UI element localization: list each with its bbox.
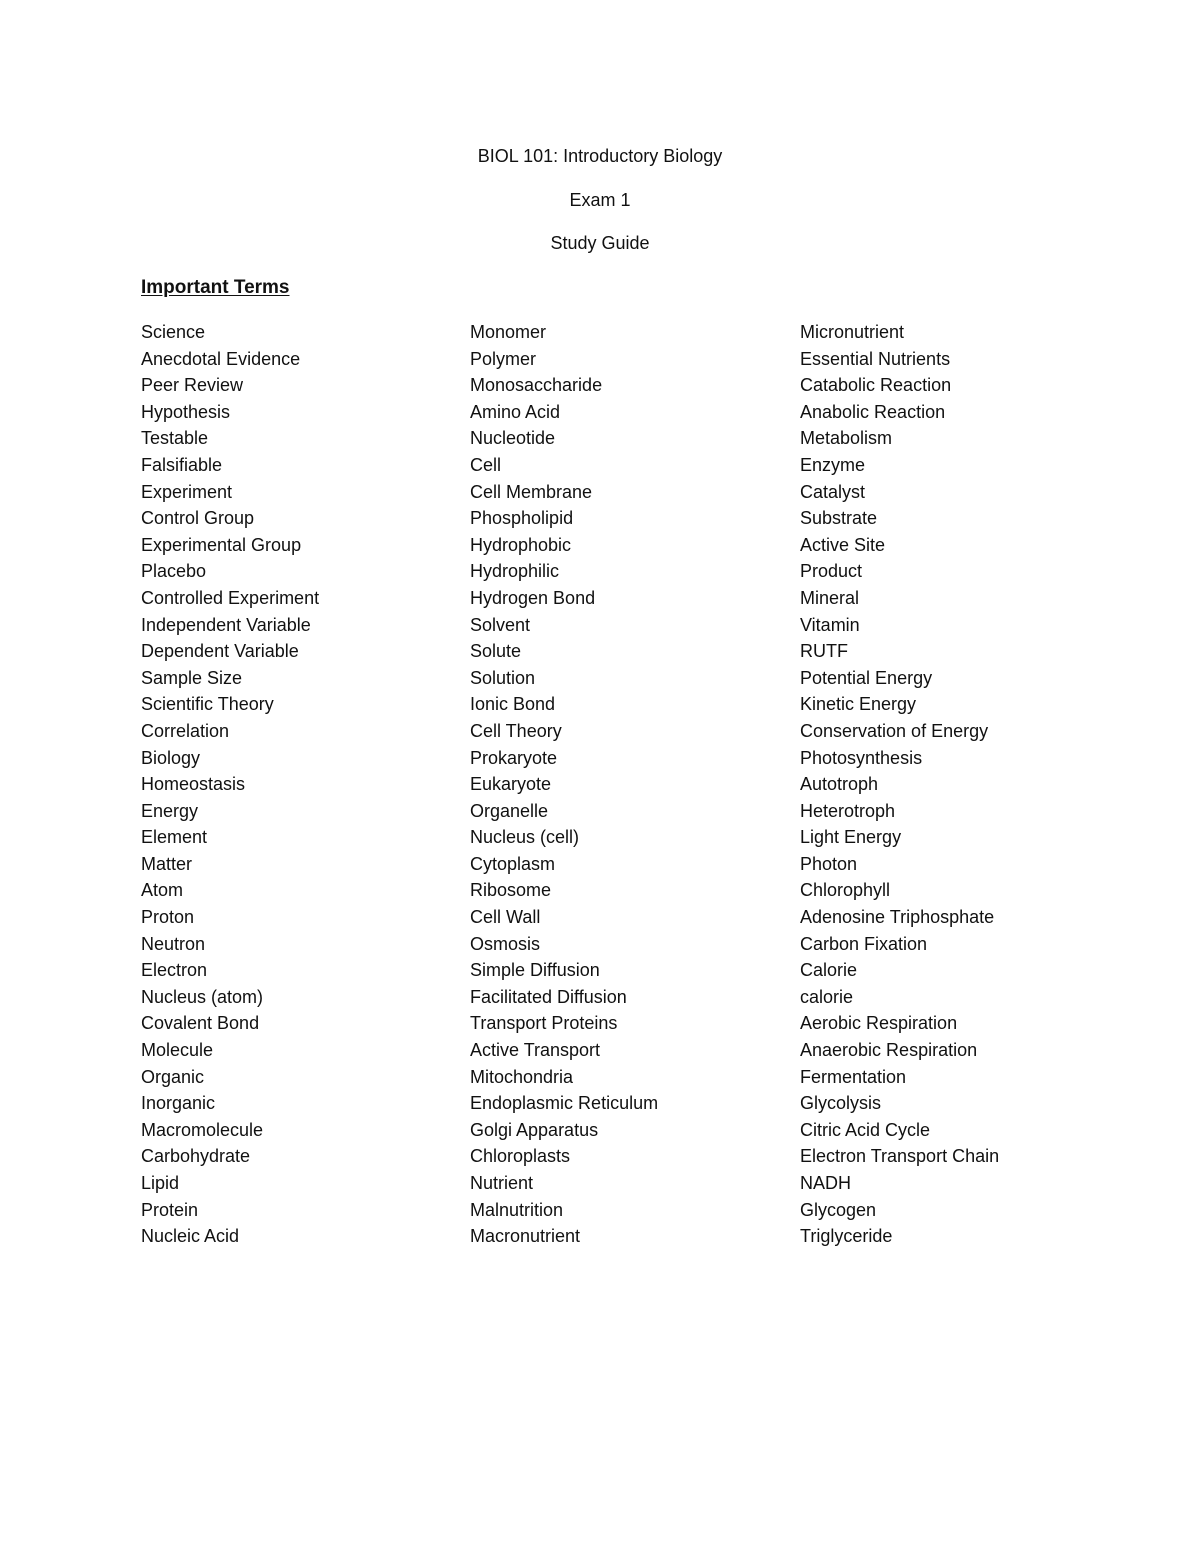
term-item: Amino Acid xyxy=(470,401,561,422)
term-item: Mitochondria xyxy=(470,1066,574,1087)
term-item: Chloroplasts xyxy=(470,1146,571,1167)
term-item: Nutrient xyxy=(470,1173,534,1193)
course-title: BIOL 101: Introductory Biology xyxy=(477,146,723,166)
term-item: Science xyxy=(141,322,206,342)
term-item: Lipid xyxy=(141,1173,180,1193)
important-terms-heading: Important Terms xyxy=(141,277,290,298)
term-item: Monomer xyxy=(470,322,547,342)
term-item: Carbon Fixation xyxy=(800,933,928,954)
term-item: Hydrogen Bond xyxy=(470,587,596,608)
term-item: Nucleus (atom) xyxy=(141,986,264,1007)
term-item: Cell Wall xyxy=(470,907,541,928)
term-item: Nucleotide xyxy=(470,428,556,449)
term-item: Element xyxy=(141,827,208,848)
term-item: Golgi Apparatus xyxy=(470,1119,599,1140)
term-item: Cell Theory xyxy=(470,720,562,741)
term-item: Active Transport xyxy=(470,1040,601,1061)
terms-column-1 xyxy=(141,319,319,1250)
exam-title: Exam 1 xyxy=(569,190,631,210)
term-item: Eukaryote xyxy=(470,774,552,795)
term-item: Photosynthesis xyxy=(800,747,923,768)
term-item: Electron Transport Chain xyxy=(800,1146,1000,1167)
term-item: Active Site xyxy=(800,534,886,555)
term-item: Aerobic Respiration xyxy=(800,1013,958,1034)
term-item: Citric Acid Cycle xyxy=(800,1119,931,1140)
term-item: Potential Energy xyxy=(800,667,933,688)
term-item: Proton xyxy=(141,907,195,928)
term-item: Hypothesis xyxy=(141,401,231,422)
term-item: Anaerobic Respiration xyxy=(800,1040,978,1061)
term-item: Anabolic Reaction xyxy=(800,401,946,422)
term-item: Testable xyxy=(141,428,209,449)
term-item: calorie xyxy=(800,986,854,1007)
term-item: Sample Size xyxy=(141,667,243,688)
term-item: Biology xyxy=(141,747,201,768)
term-item: Peer Review xyxy=(141,375,244,396)
term-item: Correlation xyxy=(141,720,230,741)
term-item: RUTF xyxy=(800,641,848,662)
term-item: Substrate xyxy=(800,508,878,529)
term-item: Autotroph xyxy=(800,774,879,795)
term-item: Solute xyxy=(470,641,522,662)
term-item: Catabolic Reaction xyxy=(800,375,952,396)
term-item: Photon xyxy=(800,853,858,874)
term-item: Kinetic Energy xyxy=(800,694,917,715)
term-item: Triglyceride xyxy=(800,1226,893,1247)
term-item: Simple Diffusion xyxy=(470,960,600,981)
term-item: Catalyst xyxy=(800,481,866,502)
term-item: Light Energy xyxy=(800,827,902,848)
term-item: Glycogen xyxy=(800,1199,877,1220)
term-item: Essential Nutrients xyxy=(800,348,951,369)
term-item: Experiment xyxy=(141,481,233,502)
term-item: Macromolecule xyxy=(141,1119,264,1140)
term-item: Adenosine Triphosphate xyxy=(800,907,995,928)
term-item: Calorie xyxy=(800,960,858,981)
term-item: Anecdotal Evidence xyxy=(141,348,301,369)
term-item: Atom xyxy=(141,880,184,901)
term-item: Dependent Variable xyxy=(141,641,299,662)
term-item: Nucleic Acid xyxy=(141,1226,240,1247)
term-item: Ionic Bond xyxy=(470,694,556,715)
term-item: Cell xyxy=(470,454,502,475)
term-item: Conservation of Energy xyxy=(800,720,989,741)
term-item: Prokaryote xyxy=(470,747,558,768)
term-item: Carbohydrate xyxy=(141,1146,251,1167)
term-item: Vitamin xyxy=(800,614,860,635)
term-item: Protein xyxy=(141,1199,199,1220)
term-item: Solvent xyxy=(470,614,531,635)
term-item: Monosaccharide xyxy=(470,375,603,396)
term-item: Transport Proteins xyxy=(470,1013,618,1034)
term-item: Independent Variable xyxy=(141,614,311,635)
term-item: Enzyme xyxy=(800,454,866,475)
term-item: Mineral xyxy=(800,587,860,608)
term-item: Control Group xyxy=(141,508,255,529)
study-guide-subtitle: Study Guide xyxy=(550,233,650,253)
term-item: Hydrophilic xyxy=(470,561,560,582)
term-item: Metabolism xyxy=(800,428,893,449)
term-item: Scientific Theory xyxy=(141,694,274,715)
term-item: Facilitated Diffusion xyxy=(470,986,627,1007)
term-item: Micronutrient xyxy=(800,322,905,342)
term-item: Osmosis xyxy=(470,933,541,954)
term-item: Matter xyxy=(141,853,193,874)
term-item: Macronutrient xyxy=(470,1226,581,1247)
term-item: NADH xyxy=(800,1173,852,1193)
term-item: Energy xyxy=(141,800,199,821)
term-item: Chlorophyll xyxy=(800,880,891,901)
term-item: Controlled Experiment xyxy=(141,587,320,608)
term-item: Cytoplasm xyxy=(470,853,556,874)
term-item: Glycolysis xyxy=(800,1093,882,1114)
term-item: Electron xyxy=(141,960,208,981)
term-item: Phospholipid xyxy=(470,508,574,529)
term-item: Organelle xyxy=(470,800,549,821)
term-item: Neutron xyxy=(141,933,206,954)
term-item: Malnutrition xyxy=(470,1199,564,1220)
term-item: Hydrophobic xyxy=(470,534,572,555)
term-item: Heterotroph xyxy=(800,800,896,821)
term-item: Placebo xyxy=(141,561,207,582)
term-item: Polymer xyxy=(470,348,537,369)
term-item: Product xyxy=(800,561,863,582)
term-item: Inorganic xyxy=(141,1093,216,1114)
term-item: Homeostasis xyxy=(141,774,246,795)
term-item: Ribosome xyxy=(470,880,552,901)
terms-column-3 xyxy=(800,319,999,1250)
term-item: Falsifiable xyxy=(141,454,223,475)
term-item: Fermentation xyxy=(800,1066,907,1087)
term-item: Nucleus (cell) xyxy=(470,827,580,848)
term-item: Endoplasmic Reticulum xyxy=(470,1093,659,1114)
term-item: Cell Membrane xyxy=(470,481,593,502)
terms-column-2 xyxy=(470,319,658,1250)
term-item: Organic xyxy=(141,1066,205,1087)
term-item: Experimental Group xyxy=(141,534,302,555)
term-item: Molecule xyxy=(141,1040,214,1061)
term-item: Covalent Bond xyxy=(141,1013,260,1034)
term-item: Solution xyxy=(470,667,536,688)
